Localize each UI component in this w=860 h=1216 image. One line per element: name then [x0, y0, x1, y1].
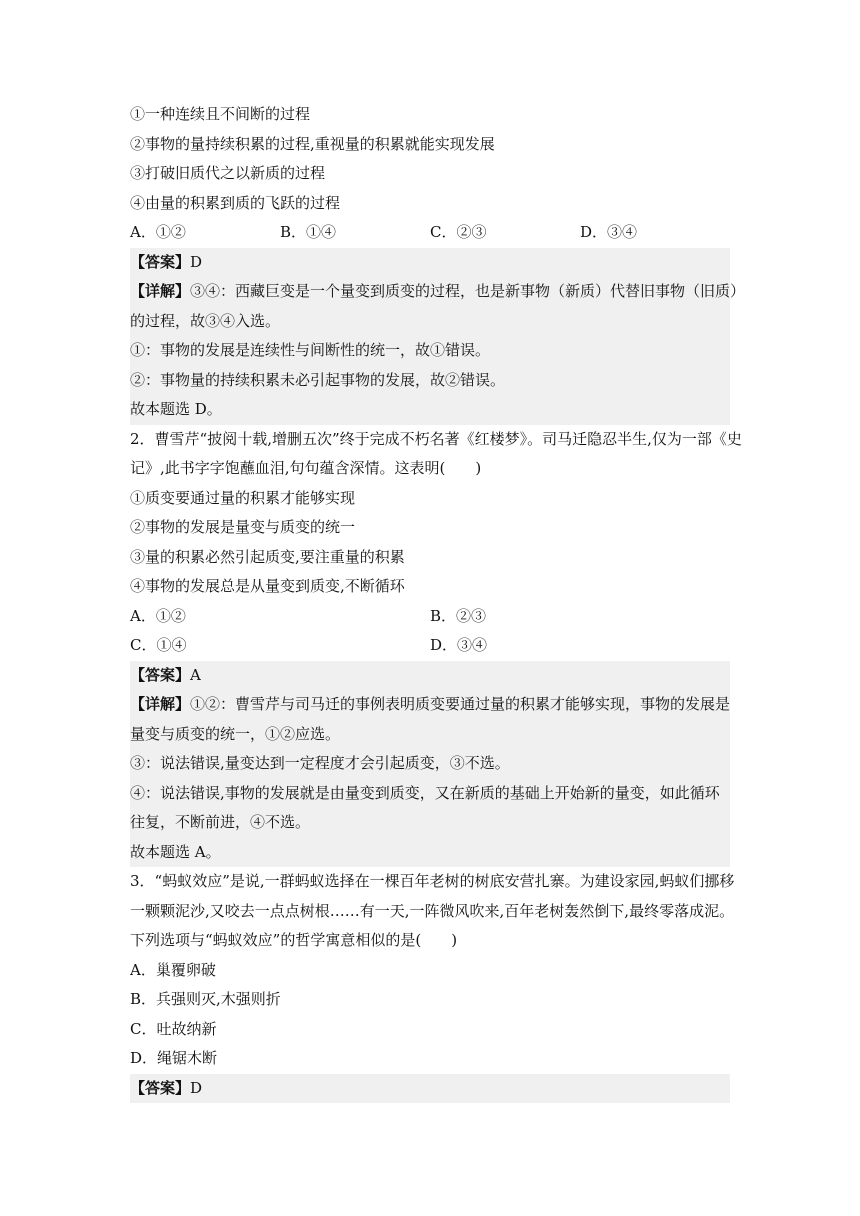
q1-choice-c: C．②③ [430, 223, 487, 241]
q2-detail-line-5: 往复，不断前进，④不选。 [130, 813, 311, 831]
q3-choice-b: B．兵强则灭,木强则折 [130, 990, 281, 1008]
q3-choice-c: C．吐故纳新 [130, 1019, 217, 1038]
q1-detail-line-5: 故本题选 D。 [130, 400, 222, 418]
q3-choice-a: A．巢覆卵破 [130, 960, 216, 979]
q2-choice-d: D．③④ [430, 636, 488, 654]
q3-stem-line-1: 3．“蚂蚁效应”是说,一群蚂蚁选择在一棵百年老树的树底安营扎寨。为建设家园,蚂蚁们挪移 [130, 872, 735, 890]
q2-option-3: ③量的积累必然引起质变,要注重量的积累 [130, 547, 405, 566]
q1-detail-line-1 [130, 277, 746, 307]
q1-answer-block [130, 248, 746, 425]
q3-answer [130, 1074, 730, 1104]
q3-choice-d: D．绳锯木断 [130, 1049, 218, 1067]
answer-value: D [190, 1078, 203, 1097]
q2-detail-line-3: ③：说法错误,量变达到一定程度才会引起质变，③不选。 [130, 754, 510, 772]
q2-choices-row-2 [130, 631, 730, 661]
q2-option-1: ①质变要通过量的积累才能够实现 [130, 488, 356, 507]
q2-choice-a: A．①② [130, 606, 186, 625]
detail-text: ①②：曹雪芹与司马迁的事例表明质变要通过量的积累才能够实现，事物的发展是 [190, 695, 731, 713]
q1-choice-b: B．①④ [280, 223, 337, 241]
q2-detail-line-4: ④：说法错误,事物的发展就是由量变到质变，又在新质的基础上开始新的量变，如此循环 [130, 783, 720, 802]
answer-value: D [190, 252, 203, 271]
q2-detail-line-2: 量变与质变的统一，①②应选。 [130, 724, 341, 743]
detail-tag: 【详解】 [130, 282, 191, 300]
q1-option-4: ④由量的积累到质的飞跃的过程 [130, 193, 341, 212]
answer-tag: 【答案】 [130, 252, 191, 271]
q1-detail-line-2: 的过程，故③④入选。 [130, 311, 281, 330]
q3-stem-line-3: 下列选项与“蚂蚁效应”的哲学寓意相似的是( ) [130, 931, 458, 949]
q1-option-2: ②事物的量持续积累的过程,重视量的积累就能实现发展 [130, 134, 495, 153]
answer-tag: 【答案】 [130, 665, 191, 684]
answer-tag: 【答案】 [130, 1078, 191, 1097]
q2-choice-b: B．②③ [430, 606, 487, 625]
q1-option-1: ①一种连续且不间断的过程 [130, 105, 311, 123]
q3-stem-line-2: 一颗颗泥沙,又咬去一点点树根……有一天,一阵微风吹来,百年老树轰然倒下,最终零落成泥。 [130, 901, 735, 920]
q2-choice-c: C．①④ [130, 636, 187, 654]
q1-option-3: ③打破旧质代之以新质的过程 [130, 164, 326, 182]
q1-detail-line-3: ①：事物的发展是连续性与间断性的统一，故①错误。 [130, 341, 491, 359]
q2-choices-row-1 [130, 602, 730, 632]
q1-detail-line-4: ②：事物量的持续积累未必引起事物的发展，故②错误。 [130, 370, 506, 389]
q2-detail-line-1 [130, 690, 730, 720]
q1-choices [130, 218, 730, 248]
q2-option-4: ④事物的发展总是从量变到质变,不断循环 [130, 577, 405, 595]
q3-answer-block [130, 1074, 730, 1104]
q1-answer [130, 248, 730, 278]
q1-choice-a: A．①② [130, 223, 186, 241]
answer-value: A [190, 665, 201, 684]
q2-answer [130, 661, 730, 691]
q2-option-2: ②事物的发展是量变与质变的统一 [130, 518, 356, 536]
q1-choice-d: D．③④ [580, 223, 638, 241]
detail-text: ③④：西藏巨变是一个量变到质变的过程，也是新事物（新质）代替旧事物（旧质） [190, 282, 746, 300]
q2-stem-line-2: 记》,此书字字饱蘸血泪,句句蕴含深情。这表明( ) [130, 459, 482, 477]
detail-tag: 【详解】 [130, 695, 191, 713]
document-content [130, 100, 746, 1103]
q2-detail-line-6: 故本题选 A。 [130, 842, 221, 861]
q2-answer-block [130, 661, 730, 868]
q2-stem-line-1: 2．曹雪芹“披阅十载,增删五次”终于完成不朽名著《红楼梦》。司马迁隐忍半生,仅为一部《史 [130, 429, 742, 448]
